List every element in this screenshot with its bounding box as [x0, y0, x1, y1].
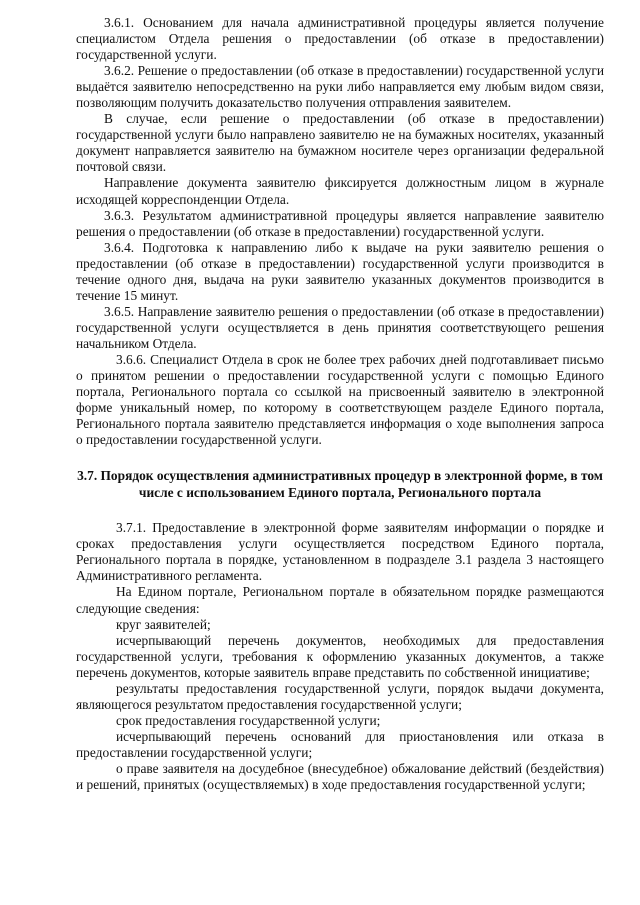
document-page [76, 15, 604, 793]
list-item-results: результаты предоставления государственной услуги, порядок выдачи документа, являющегося результатом предоставления государственной услуги; [76, 680, 604, 712]
list-item-grounds: исчерпывающий перечень оснований для приостановления или отказа в предоставлении государственной услуги; [76, 728, 604, 760]
paragraph-3-6-5: 3.6.5. Направление заявителю решения о предоставлении (об отказе в предоставлении) государственной услуги осуществляется в день принятия соответствующего решения начальником Отдела. [76, 303, 604, 351]
list-item-appeal-right: о праве заявителя на досудебное (внесудебное) обжалование действий (бездействия) и решений, принятых (осуществляемых) в ходе предоставления государственной услуги; [76, 760, 604, 793]
paragraph-3-6-3: 3.6.3. Результатом административной процедуры является направление заявителю решения о предоставлении (об отказе в предоставлении) государственной услуги. [76, 207, 604, 239]
list-item-term: срок предоставления государственной услуги; [116, 712, 381, 728]
paragraph-postal-delivery: В случае, если решение о предоставлении (об отказе в предоставлении) государственной услуги было направлено заявителю не на бумажных носителях, указанный документ направляется заявителю на бумажном носителе через организации федеральной почтовой связи. [76, 111, 604, 175]
paragraph-3-6-2: 3.6.2. Решение о предоставлении (об отказе в предоставлении) государственной услуги выдаётся заявителю непосредственно на руки либо направляется ему любым видом связи, позволяющим получить доказательство получения отправления заявителем. [76, 63, 604, 111]
list-item-documents: исчерпывающий перечень документов, необходимых для предоставления государственной услуги, требования к оформлению указанных документов, а также перечень документов, которые заявитель вправе представить по собственной инициативе; [76, 632, 604, 680]
list-item-applicants: круг заявителей; [116, 616, 211, 632]
section-heading-3-7: 3.7. Порядок осуществления административных процедур в электронной форме, в том числе с использованием Единого портала, Регионального портала [77, 468, 603, 500]
paragraph-3-6-1: 3.6.1. Основанием для начала административной процедуры является получение специалистом Отдела решения о предоставлении (об отказе в предоставлении) государственной услуги. [76, 15, 604, 63]
paragraph-journal-registration: Направление документа заявителю фиксируется должностным лицом в журнале исходящей корреспонденции Отдела. [76, 175, 604, 207]
paragraph-portal-info-intro: На Едином портале, Региональном портале в обязательном порядке размещаются следующие сведения: [76, 584, 604, 616]
paragraph-3-6-4: 3.6.4. Подготовка к направлению либо к выдаче на руки заявителю решения о предоставлении (об отказе в предоставлении) государственной услуги производится в течение одного дня, выдача на руки заявителю указанных документов производится в течение 15 минут. [76, 239, 604, 303]
paragraph-3-6-6: 3.6.6. Специалист Отдела в срок не более трех рабочих дней подготавливает письмо о принятом решении о предоставлении государственной услуги с помощью Единого портала, Регионального портала со ссылкой на присвоенный заявителю в электронной форме уникальный номер, по которому в соответствующем разделе Единого портала, Регионального портала заявителю представляется информация о ходе выполнения запроса о предоставлении государственной услуги. [76, 351, 604, 448]
paragraph-3-7-1: 3.7.1. Предоставление в электронной форме заявителям информации о порядке и сроках предоставления услуги осуществляется посредством Единого портала, Регионального портала в порядке, установленном в подразделе 3.1 раздела 3 настоящего Административного регламента. [76, 520, 604, 584]
